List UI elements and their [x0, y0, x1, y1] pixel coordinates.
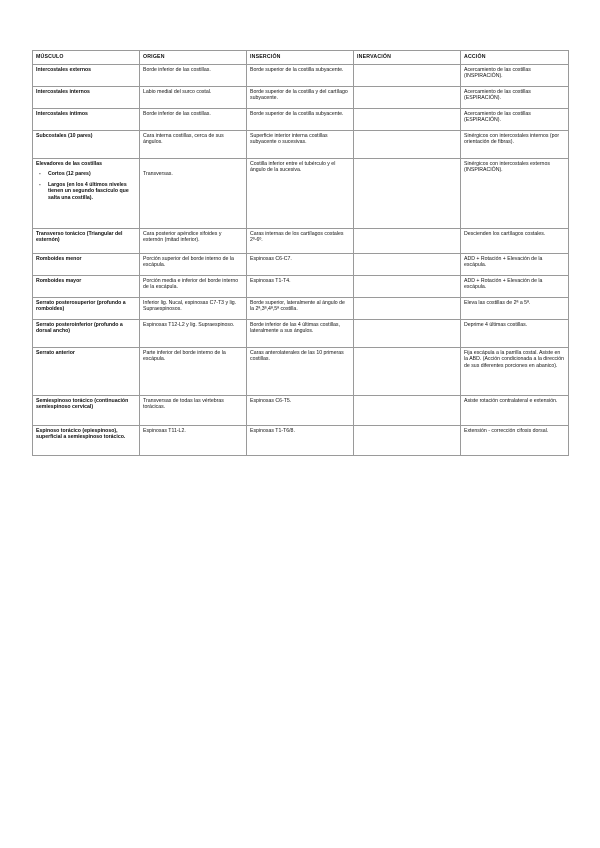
table-row — [33, 319, 569, 347]
insertion-cell: Borde superior, lateralmente al ángulo de la 2ª,3ª,4ª,5ª costilla. — [247, 297, 354, 319]
header-inervacion: INERVACIÓN — [354, 51, 461, 65]
table-row — [33, 297, 569, 319]
muscle-cell: Serrato posteroinferior (profundo a dorsal ancho) — [33, 319, 140, 347]
action-cell: Deprime 4 últimas costillas. — [461, 319, 569, 347]
muscle-cell: Transverso torácico (Triangular del esternón) — [33, 228, 140, 253]
action-cell: Acercamiento de las costillas (ESPIRACIÓN). — [461, 108, 569, 130]
action-cell: Extensión - corrección cifosis dorsal. — [461, 425, 569, 455]
muscle-cell: Espinoso torácico (epiespinoso), superficial a semiespinoso torácico. — [33, 425, 140, 455]
innervation-cell — [354, 347, 461, 395]
origin-cell: Borde inferior de las costillas. — [140, 108, 247, 130]
table-row — [33, 347, 569, 395]
table-header-row — [33, 51, 569, 65]
header-origen: ORIGEN — [140, 51, 247, 65]
table-row — [33, 395, 569, 425]
origin-cell: Borde inferior de las costillas. — [140, 64, 247, 86]
innervation-cell — [354, 425, 461, 455]
muscle-cell — [33, 158, 140, 228]
muscle-cell: Subcostales (10 pares) — [33, 130, 140, 158]
muscle-cell: Serrato anterior — [33, 347, 140, 395]
origin-cell: Parte inferior del borde interno de la escápula. — [140, 347, 247, 395]
innervation-cell — [354, 64, 461, 86]
header-insercion: INSERCIÓN — [247, 51, 354, 65]
innervation-cell — [354, 395, 461, 425]
table-row — [33, 253, 569, 275]
action-cell: Acercamiento de las costillas (INSPIRACIÓN). — [461, 64, 569, 86]
action-cell: ADD + Rotación + Elevación de la escápula. — [461, 253, 569, 275]
insertion-cell: Caras internas de los cartílagos costales 2º-6º. — [247, 228, 354, 253]
insertion-cell: Espinosas T1-T4. — [247, 275, 354, 297]
insertion-cell: Borde inferior de las 4 últimas costillas, lateralmente a sus ángulos. — [247, 319, 354, 347]
insertion-cell: Borde superior de la costilla y del cartílago subyacente. — [247, 86, 354, 108]
origin-cell: Cara posterior apéndice xifoides y esternón (mitad inferior). — [140, 228, 247, 253]
action-cell: Sinérgicos con intercostales internos (por orientación de fibras). — [461, 130, 569, 158]
innervation-cell — [354, 130, 461, 158]
insertion-cell: Caras anterolaterales de las 10 primeras costillas. — [247, 347, 354, 395]
table-row — [33, 130, 569, 158]
origin-cell: Inferior lig. Nucal, espinosas C7-T3 y lig. Supraespinosos. — [140, 297, 247, 319]
table-row — [33, 86, 569, 108]
action-cell: Asiste rotación contralateral e extensión. — [461, 395, 569, 425]
table-row — [33, 228, 569, 253]
table-row — [33, 425, 569, 455]
muscle-cell: Romboides menor — [33, 253, 140, 275]
table-row — [33, 275, 569, 297]
insertion-cell: Borde superior de la costilla subyacente. — [247, 64, 354, 86]
innervation-cell — [354, 275, 461, 297]
sub-list — [36, 171, 136, 201]
header-musculo: MÚSCULO — [33, 51, 140, 65]
header-accion: ACCIÓN — [461, 51, 569, 65]
insertion-cell: Costilla inferior entre el tubérculo y el ángulo de la sucesiva. — [247, 158, 354, 228]
origin-text: Transversas. — [143, 170, 173, 177]
table-row — [33, 64, 569, 86]
insertion-cell: Superficie interior interna costillas subyacente o sucesivas. — [247, 130, 354, 158]
insertion-cell: Espinosas C6-C7. — [247, 253, 354, 275]
innervation-cell — [354, 253, 461, 275]
innervation-cell — [354, 228, 461, 253]
insertion-cell: Borde superior de la costilla subyacente. — [247, 108, 354, 130]
origin-cell: Transversas de todas las vértebras torácicas. — [140, 395, 247, 425]
innervation-cell — [354, 108, 461, 130]
action-cell: Descienden los cartílagos costales. — [461, 228, 569, 253]
muscle-name: Elevadores de las costillas — [36, 160, 103, 167]
origin-cell — [140, 158, 247, 228]
origin-cell: Cara interna costillas, cerca de sus ángulos. — [140, 130, 247, 158]
muscle-cell: Romboides mayor — [33, 275, 140, 297]
origin-cell: Porción media e inferior del borde interno de la escápula. — [140, 275, 247, 297]
origin-cell: Porción superior del borde interno de la escápula. — [140, 253, 247, 275]
muscle-table — [32, 50, 569, 456]
muscle-cell: Intercostales externos — [33, 64, 140, 86]
muscle-cell: Serrato posterosuperior (profundo a romboides) — [33, 297, 140, 319]
origin-cell: Espinosas T11-L2. — [140, 425, 247, 455]
sub-list-item: - Cortos (12 pares) — [48, 171, 136, 178]
table-row — [33, 108, 569, 130]
insertion-cell: Espinosas T1-T6/8. — [247, 425, 354, 455]
innervation-cell — [354, 319, 461, 347]
muscle-cell: Semiespinoso torácico (continuación semiespinoso cervical) — [33, 395, 140, 425]
sub-list-item: - Largos (en los 4 últimos niveles tienen un segundo fascículo que salta una costilla). — [48, 182, 136, 202]
origin-cell: Labio medial del surco costal. — [140, 86, 247, 108]
document-page — [32, 50, 568, 456]
action-cell: Acercamiento de las costillas (ESPIRACIÓN). — [461, 86, 569, 108]
innervation-cell — [354, 158, 461, 228]
innervation-cell — [354, 86, 461, 108]
action-cell: Fija escápula a la parrilla costal. Asiste en la ABD. (Acción condicionada a la dirección de sus diferentes porciones en abanico). — [461, 347, 569, 395]
action-cell: Eleva las costillas de 2ª a 5ª. — [461, 297, 569, 319]
table-row — [33, 158, 569, 228]
origin-cell: Espinosas T12-L2 y lig. Supraespinoso. — [140, 319, 247, 347]
muscle-cell: Intercostales íntimos — [33, 108, 140, 130]
action-cell: ADD + Rotación + Elevación de la escápula. — [461, 275, 569, 297]
action-cell: Sinérgicos con intercostales externos (INSPIRACIÓN). — [461, 158, 569, 228]
innervation-cell — [354, 297, 461, 319]
muscle-cell: Intercostales internos — [33, 86, 140, 108]
insertion-cell: Espinosas C6-T5. — [247, 395, 354, 425]
